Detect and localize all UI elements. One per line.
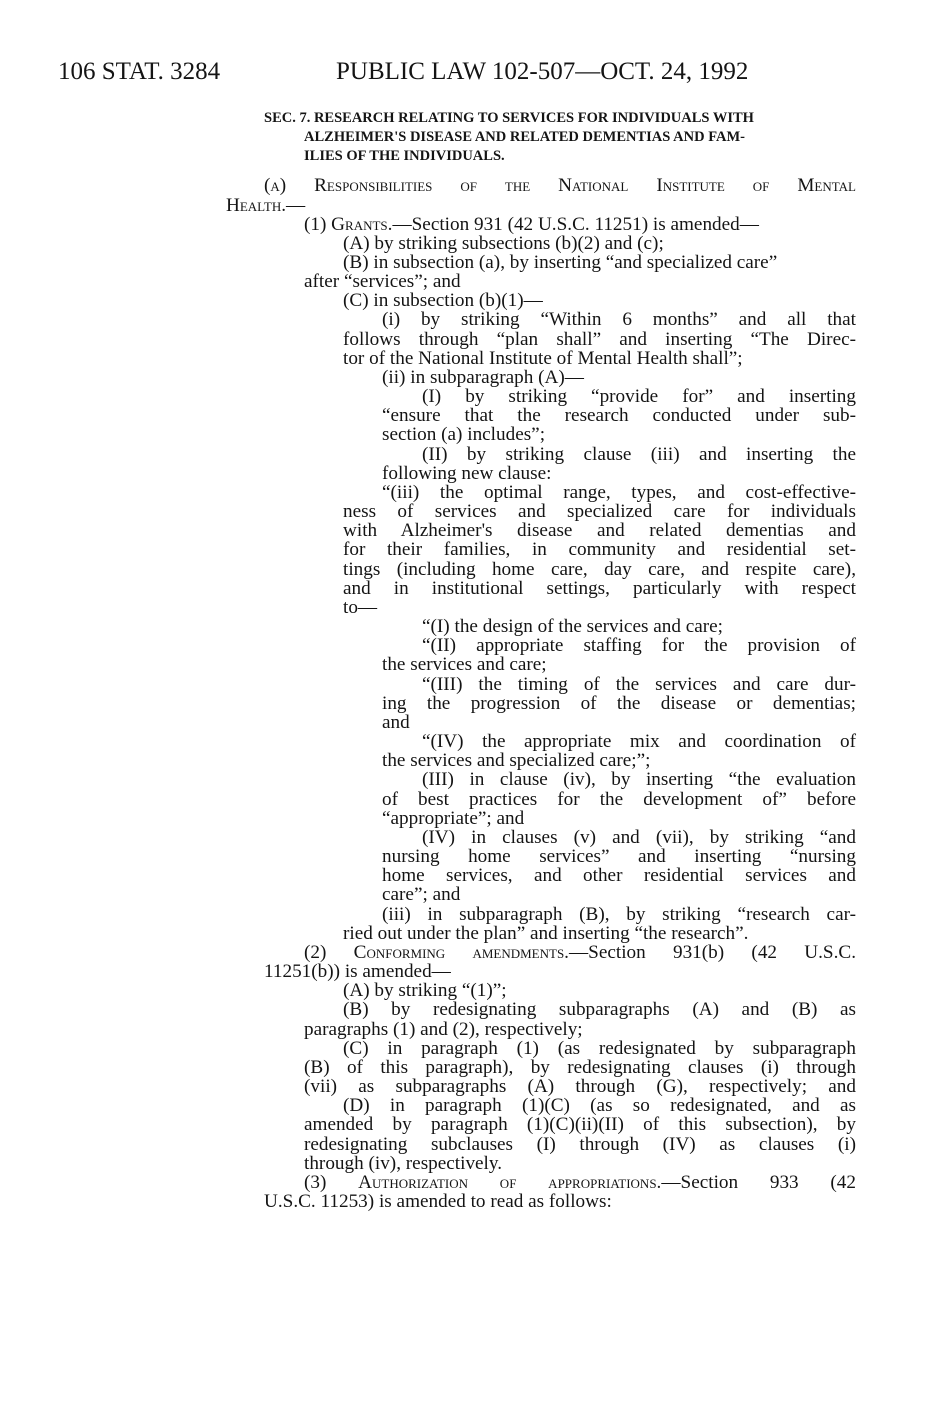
text-line: the services and care; [382,654,547,675]
text-line: to— [343,597,378,618]
text-line: with Alzheimer's disease and related dementias and [343,520,856,541]
text-line: (B) in subsection (a), by inserting “and specialized care” [343,252,778,273]
text-line: “(I) the design of the services and care; [422,616,723,637]
text-line: “ensure that the research conducted under sub- [382,405,856,426]
text-line: tings (including home care, day care, and respite care), [343,559,856,580]
text-line: section (a) includes”; [382,424,546,445]
text-line: “(iii) the optimal range, types, and cost-effective- [382,482,856,503]
text-line: (C) in subsection (b)(1)— [343,290,543,311]
text-line: (a) Responsibilities of the National Institute of Mental [264,175,856,196]
text-line: (vii) as subparagraphs (A) through (G), respectively; and [304,1076,856,1097]
text-line: (B) of this paragraph), by redesignating clauses (i) through [304,1057,856,1078]
section-heading-line: ILIES OF THE INDIVIDUALS. [304,148,505,164]
text-line: 11251(b)) is amended— [264,961,451,982]
text-line: (i) by striking “Within 6 months” and all that [382,309,856,330]
text-line: (3) Authorization of appropriations.—Section 933 (42 [304,1172,856,1193]
text-line: amended by paragraph (1)(C)(ii)(II) of this subsection), by [304,1114,856,1135]
text-line: and in institutional settings, particularly with respect [343,578,856,599]
text-line: through (iv), respectively. [304,1153,503,1174]
text-line: nursing home services” and inserting “nursing [382,846,856,867]
section-heading-line: SEC. 7. RESEARCH RELATING TO SERVICES FOR INDIVIDUALS WITH [264,110,754,126]
text-line: (iii) in subparagraph (B), by striking “research car- [382,904,856,925]
text-line: (B) by redesignating subparagraphs (A) and (B) as [343,999,856,1020]
text-line: (1) Grants.—Section 931 (42 U.S.C. 11251) is amended— [304,214,759,235]
text-line: following new clause: [382,463,552,484]
text-line: after “services”; and [304,271,461,292]
text-line: ing the progression of the disease or dementias; [382,693,856,714]
text-line: (II) by striking clause (iii) and inserting the [422,444,856,465]
text-line: (III) in clause (iv), by inserting “the evaluation [422,769,856,790]
text-line: follows through “plan shall” and inserting “The Direc- [343,329,856,350]
text-line: “(III) the timing of the services and care dur- [422,674,856,695]
text-line: and [382,712,410,733]
text-line: Health.— [226,195,306,216]
text-line: paragraphs (1) and (2), respectively; [304,1019,583,1040]
text-line: “(IV) the appropriate mix and coordination of [422,731,856,752]
text-line: (C) in paragraph (1) (as redesignated by subparagraph [343,1038,856,1059]
text-line: tor of the National Institute of Mental Health shall”; [343,348,743,369]
public-law-citation: PUBLIC LAW 102-507—OCT. 24, 1992 [336,58,749,85]
section-heading-line: ALZHEIMER'S DISEASE AND RELATED DEMENTIAS AND FAM- [304,129,745,145]
text-line: (A) by striking subsections (b)(2) and (c); [343,233,664,254]
text-line: “appropriate”; and [382,808,525,829]
text-line: ried out under the plan” and inserting “the research”. [343,923,749,944]
text-line: of best practices for the development of” before [382,789,856,810]
text-line: for their families, in community and residential set- [343,539,856,560]
text-line: (IV) in clauses (v) and (vii), by striking “and [422,827,856,848]
text-line: care”; and [382,884,461,905]
text-line: “(II) appropriate staffing for the provision of [422,635,856,656]
text-line: the services and specialized care;”; [382,750,651,771]
text-line: ness of services and specialized care for individuals [343,501,856,522]
text-line: (I) by striking “provide for” and inserting [422,386,856,407]
text-line: (D) in paragraph (1)(C) (as so redesignated, and as [343,1095,856,1116]
text-line: (2) Conforming amendments.—Section 931(b) (42 U.S.C. [304,942,856,963]
statute-page-number: 106 STAT. 3284 [58,58,221,85]
text-line: home services, and other residential services and [382,865,856,886]
text-line: (A) by striking “(1)”; [343,980,507,1001]
text-line: (ii) in subparagraph (A)— [382,367,584,388]
text-line: redesignating subclauses (I) through (IV) as clauses (i) [304,1134,856,1155]
text-line: U.S.C. 11253) is amended to read as follows: [264,1191,612,1212]
